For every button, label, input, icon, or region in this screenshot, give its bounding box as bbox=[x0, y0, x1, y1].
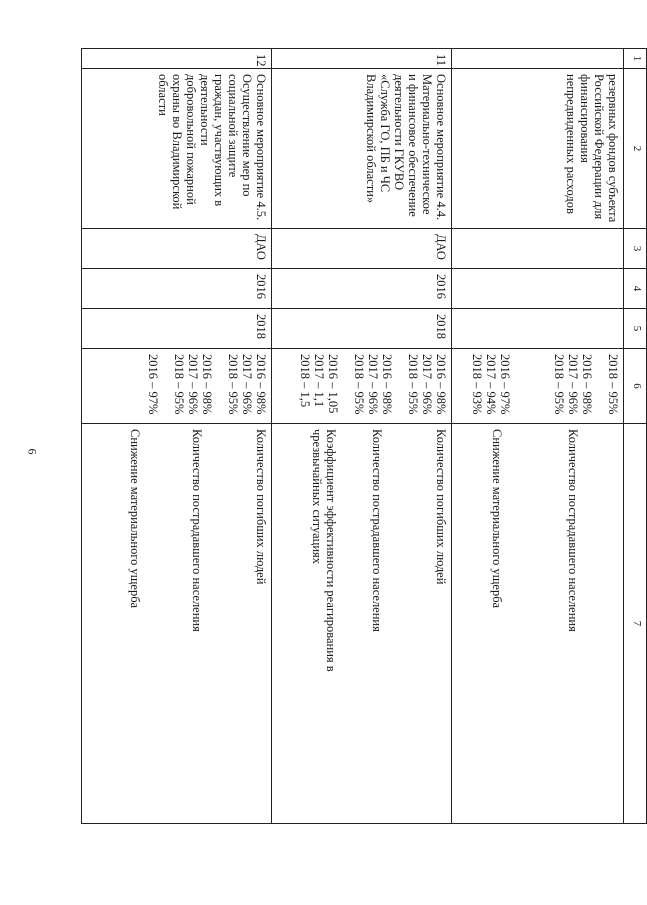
activity-name: Основное мероприятие 4.5. Осуществление мер по социальной защите граждан, участвующих в деятельности добровольной пожарной охраны во Владимирской области bbox=[82, 69, 272, 229]
executor bbox=[452, 229, 624, 269]
indicator-line: Снижение материального ущерба bbox=[128, 429, 142, 609]
start-year: 2016 bbox=[82, 269, 272, 309]
value-line: 2018 – 93% bbox=[470, 354, 484, 415]
value-line: 2016 – 97% bbox=[146, 354, 160, 415]
row-number: 11 bbox=[272, 49, 452, 69]
col-header-2: 2 bbox=[624, 69, 647, 229]
value-line: 2018 – 95% bbox=[552, 354, 566, 415]
col-header-3: 3 bbox=[624, 229, 647, 269]
end-year bbox=[452, 309, 624, 349]
table-row bbox=[452, 49, 624, 824]
col-header-4: 4 bbox=[624, 269, 647, 309]
value-line: 2018 – 95% bbox=[172, 354, 186, 415]
activity-name: резервных фондов субъекта Российской Федерации для финансирования непредвиденных расходов bbox=[452, 69, 624, 229]
page-number: 6 bbox=[25, 448, 40, 455]
target-values bbox=[272, 349, 452, 424]
row-number bbox=[452, 49, 624, 69]
indicator-line: Коэффициент эффективности реагирования в чрезвычайных ситуациях bbox=[310, 429, 338, 672]
start-year: 2016 bbox=[272, 269, 452, 309]
value-line: 2018 – 1,5 bbox=[298, 354, 312, 408]
col-header-7: 7 bbox=[624, 424, 647, 824]
value-line: 2018 – 95% bbox=[606, 354, 620, 415]
indicator-line: Количество пострадавшего населения bbox=[370, 429, 384, 632]
row-number: 12 bbox=[82, 49, 272, 69]
start-year bbox=[452, 269, 624, 309]
executor: ДАО bbox=[82, 229, 272, 269]
table-wrapper bbox=[87, 48, 647, 823]
value-line: 2017 – 96% bbox=[186, 354, 200, 415]
header-row bbox=[624, 49, 647, 824]
value-line: 2016 – 98% bbox=[200, 354, 214, 415]
indicator-line: Снижение материального ущерба bbox=[490, 429, 504, 609]
indicator-line: Количество погибших людей bbox=[254, 429, 268, 585]
value-line: 2018 – 95% bbox=[226, 354, 240, 415]
value-line: 2017 – 96% bbox=[240, 354, 254, 415]
target-values bbox=[82, 349, 272, 424]
value-line: 2017 – 96% bbox=[366, 354, 380, 415]
col-header-5: 5 bbox=[624, 309, 647, 349]
value-line: 2016 – 98% bbox=[580, 354, 594, 415]
value-line: 2016 – 98% bbox=[254, 354, 268, 415]
activities-table bbox=[81, 48, 647, 824]
value-line: 2018 – 95% bbox=[406, 354, 420, 415]
executor: ДАО bbox=[272, 229, 452, 269]
value-line: 2016 – 98% bbox=[434, 354, 448, 415]
col-header-1: 1 bbox=[624, 49, 647, 69]
indicators bbox=[82, 424, 272, 824]
indicator-line: Количество пострадавшего населения bbox=[190, 429, 204, 632]
col-header-6: 6 bbox=[624, 349, 647, 424]
end-year: 2018 bbox=[82, 309, 272, 349]
end-year: 2018 bbox=[272, 309, 452, 349]
indicator-line bbox=[580, 429, 620, 818]
activity-name: Основное мероприятие 4.4. Материально-техническое и финансовое обеспечение деятельности ГКУВО «Служба ГО, ПБ и ЧС Владимирской области» bbox=[272, 69, 452, 229]
value-line: 2017 – 1,1 bbox=[312, 354, 326, 408]
value-line: 2017 – 94% bbox=[484, 354, 498, 415]
target-values bbox=[452, 349, 624, 424]
value-line: 2016 – 98% bbox=[380, 354, 394, 415]
table-row bbox=[272, 49, 452, 824]
value-line: 2016 – 1,05 bbox=[326, 354, 340, 414]
value-line: 2018 – 95% bbox=[352, 354, 366, 415]
indicators bbox=[272, 424, 452, 824]
value-line: 2016 – 97% bbox=[498, 354, 512, 415]
value-line: 2017 – 96% bbox=[566, 354, 580, 415]
indicator-line: Количество пострадавшего населения bbox=[566, 429, 580, 632]
indicator-line: Количество погибших людей bbox=[434, 429, 448, 585]
value-line: 2017 – 96% bbox=[420, 354, 434, 415]
table-row bbox=[82, 49, 272, 824]
indicators bbox=[452, 424, 624, 824]
